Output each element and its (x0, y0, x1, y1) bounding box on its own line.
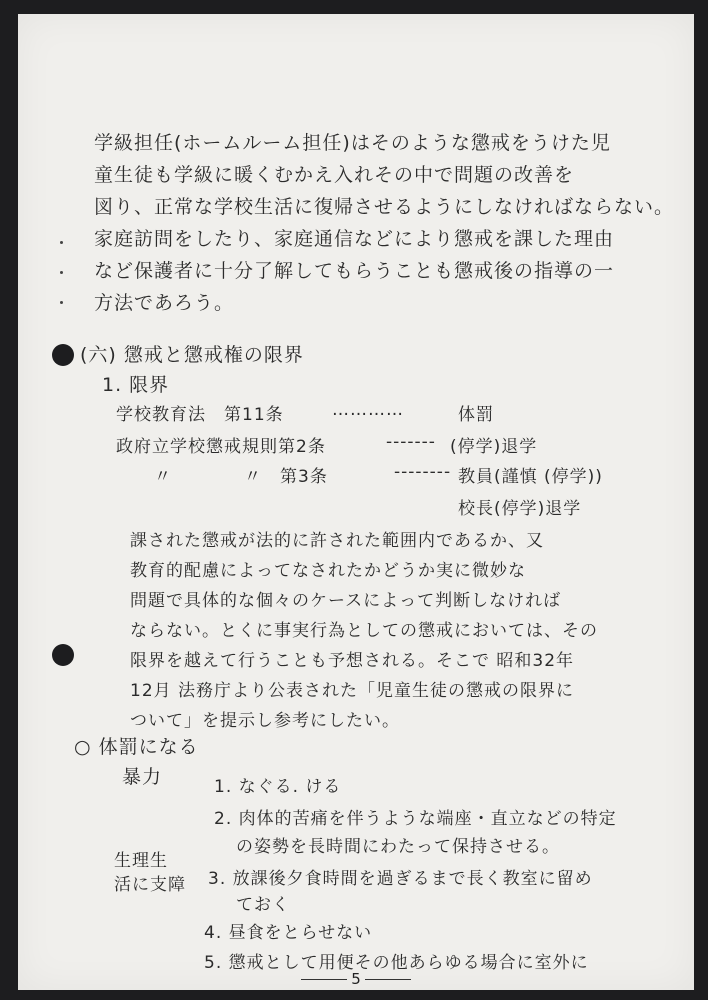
list-item: の姿勢を長時間にわたって保持させる。 (236, 837, 560, 857)
paragraph-line: 方法であろう。 (94, 292, 235, 314)
law-name: 学校教育法 第11条 (116, 405, 284, 425)
law-result: (停学)退学 (450, 437, 538, 457)
list-item: ておく (236, 895, 290, 915)
law-leader: ………… (332, 400, 404, 420)
margin-dot (60, 241, 63, 244)
list-item: 3. 放課後夕食時間を過ぎるまで長く教室に留め (208, 869, 593, 889)
page-number-text: 5 (351, 970, 361, 988)
margin-dot (60, 301, 63, 304)
paragraph-line: 12月 法務庁より公表された「児童生徒の懲戒の限界に (130, 681, 575, 701)
corporal-heading: ○ 体罰になる (74, 736, 199, 758)
paragraph-line: 図り、正常な学校生活に復帰させるようにしなければならない。 (94, 196, 675, 218)
section-heading: (六) 懲戒と懲戒権の限界 (80, 344, 304, 366)
margin-dot (60, 271, 63, 274)
page-number-rule (301, 979, 347, 980)
subsection-heading: 1. 限界 (102, 374, 170, 396)
list-item: 4. 昼食をとらせない (204, 923, 373, 943)
paragraph-line: 学級担任(ホームルーム担任)はそのような懲戒をうけた児 (94, 132, 611, 154)
page-number (18, 970, 694, 988)
law-name: 政府立学校懲戒規則第2条 (116, 437, 326, 457)
list-item: 2. 肉体的苦痛を伴うような端座・直立などの特定 (214, 809, 617, 829)
punch-hole-bottom (52, 644, 74, 666)
paragraph-line: 童生徒も学級に暖くむかえ入れその中で問題の改善を (94, 164, 575, 186)
law-leader: ------- (386, 432, 436, 452)
paragraph-line: 家庭訪問をしたり、家庭通信などにより懲戒を課した理由 (94, 228, 615, 250)
law-name: 〃 〃 第3条 (154, 467, 328, 487)
document-page (18, 14, 694, 990)
paragraph-line: 課された懲戒が法的に許された範囲内であるか、又 (130, 531, 544, 551)
law-leader: -------- (394, 462, 452, 482)
page-number-rule (365, 979, 411, 980)
paragraph-line: など保護者に十分了解してもらうことも懲戒後の指導の一 (94, 260, 615, 282)
paragraph-line: 教育的配慮によってなされたかどうか実に微妙な (130, 561, 526, 581)
paragraph-line: ついて」を提示し参考にしたい。 (130, 711, 400, 731)
law-result: 校長(停学)退学 (458, 499, 582, 519)
law-result: 体罰 (458, 405, 494, 425)
category-physio: 活に支障 (114, 875, 186, 895)
law-result: 教員(謹慎 (停学)) (458, 467, 603, 487)
paragraph-line: ならない。とくに事実行為としての懲戒においては、その (130, 621, 598, 641)
list-item: 1. なぐる. ける (214, 777, 342, 797)
list-item: 5. 懲戒として用便その他あらゆる場合に室外に (204, 953, 589, 973)
category-physio: 生理生 (114, 851, 168, 871)
paragraph-line: 問題で具体的な個々のケースによって判断しなければ (130, 591, 562, 611)
paragraph-line: 限界を越えて行うことも予想される。そこで 昭和32年 (130, 651, 575, 671)
punch-hole-top (52, 344, 74, 366)
category-violence: 暴力 (122, 766, 163, 788)
